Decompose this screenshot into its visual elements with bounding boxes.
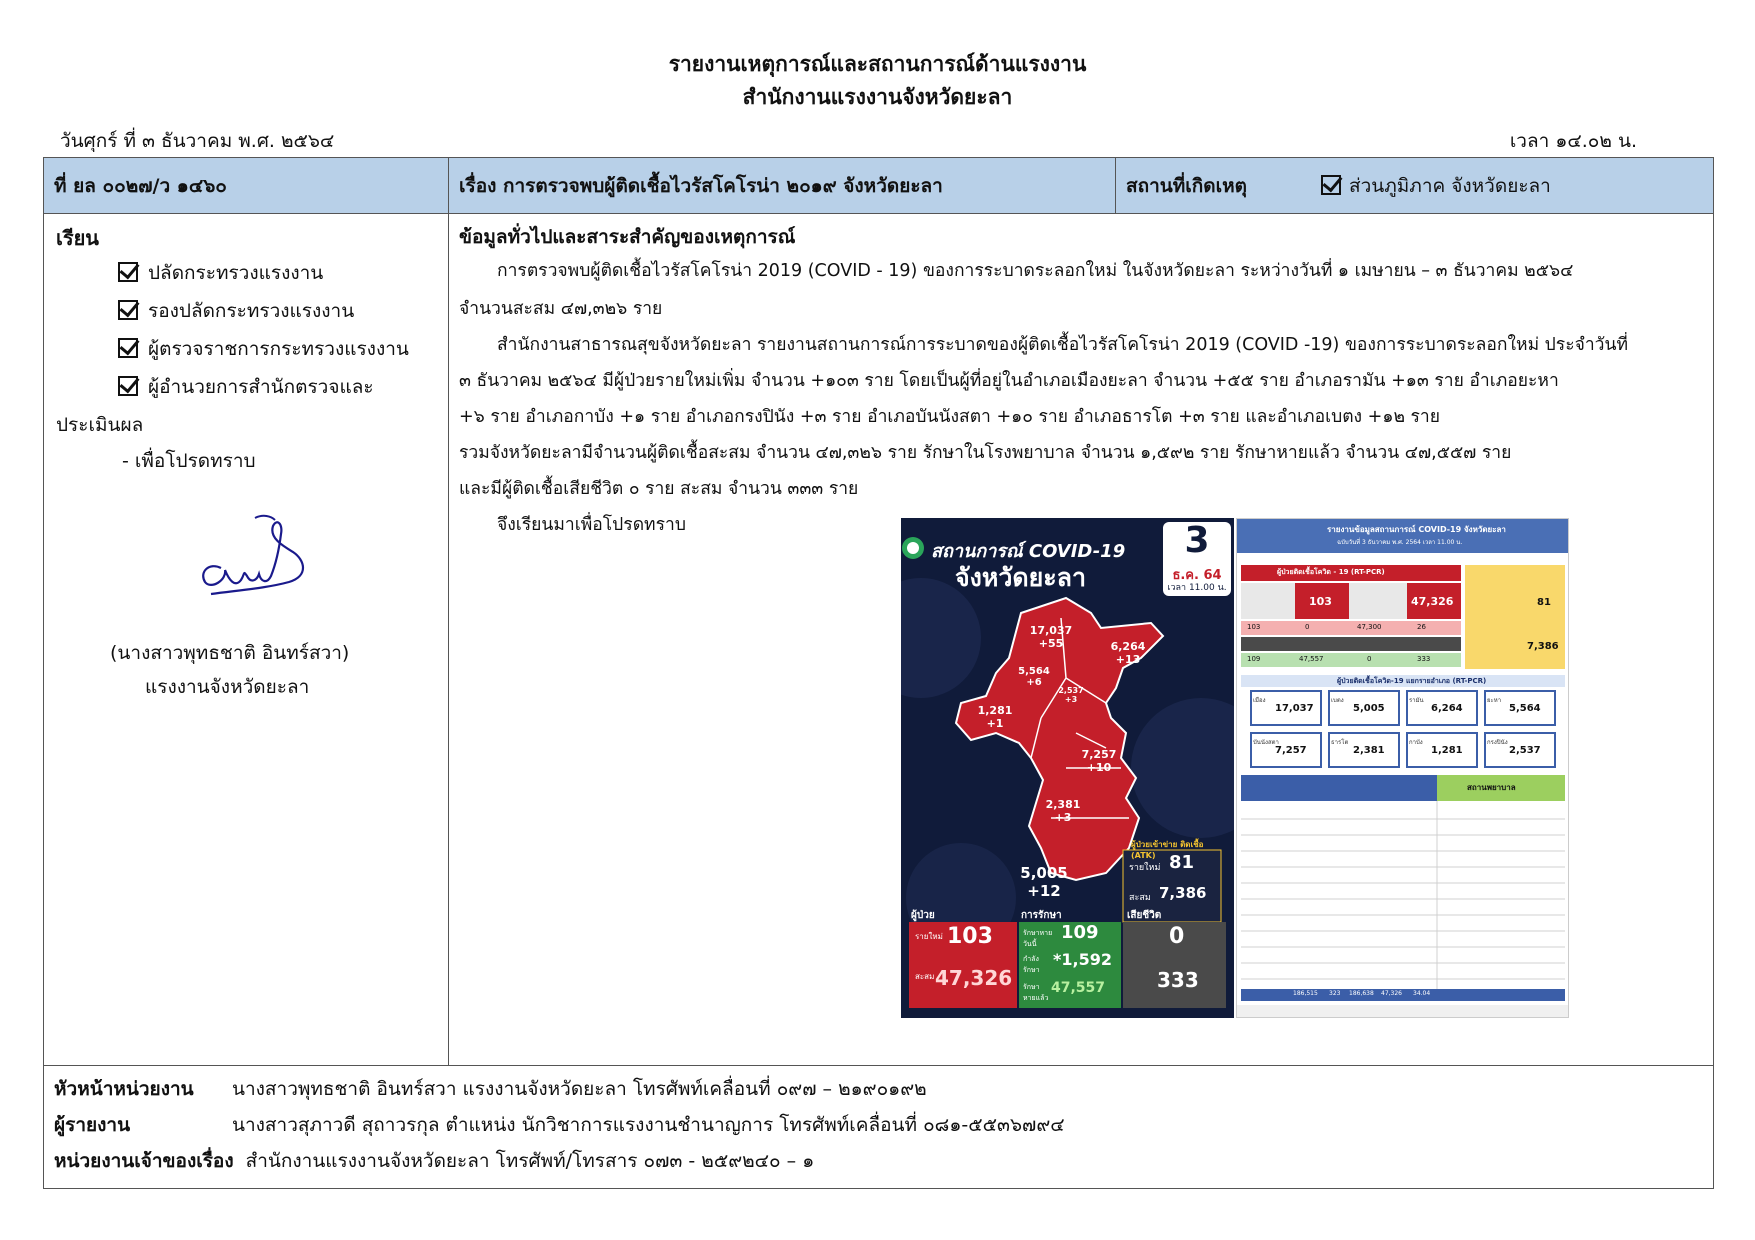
purpose-note: - เพื่อโปรดทราบ [122,450,256,472]
doc-number: ที่ ยล ๐๐๒๗/ว ๑๔๖๐ [44,158,449,214]
atk-total-value: 7,386 [1159,884,1207,902]
deaths-label: เสียชีวิต [1127,910,1162,921]
district-card-value: 5,005 [1353,703,1385,714]
summary-cell: 109 [1247,655,1261,663]
district-label: 2,537 +3 [1058,686,1084,704]
district-card-name: กาบัง [1409,739,1423,746]
footer-section [44,1066,1713,1188]
atk-total-label: สะสม [1129,893,1151,903]
recipient-item: ผู้ตรวจราชการกระทรวงแรงงาน [118,334,409,364]
district-label: 1,281 +1 [977,704,1013,730]
atk-new-label: รายใหม่ [1129,863,1161,873]
place-label: สถานที่เกิดเหตุ [1126,175,1247,197]
head-label: หัวหน้าหน่วยงาน [54,1078,194,1100]
district-card-name: บันนังสตา [1253,739,1279,746]
treatment-label: การรักษา [1021,910,1062,921]
place-value: ส่วนภูมิภาค จังหวัดยะลา [1349,175,1551,197]
date-month: ธ.ค. 64 [1172,568,1222,583]
recipients-column [44,214,449,1066]
district-label: 5,564 +6 [1018,666,1050,688]
summary-new-value: 103 [1309,595,1332,608]
document-title [0,48,1755,114]
district-card-value: 1,281 [1431,745,1463,756]
recipient-item: ปลัดกระทรวงแรงงาน [118,258,323,288]
recovered-total-value: 47,557 [1051,980,1106,996]
content-line: สำนักงานสาธารณสุขจังหวัดยะลา รายงานสถานการณ์การระบาดของผู้ติดเชื้อไวรัสโคโรน่า 2019 (COVID -19) ของการระบาดระลอกใหม่ ประจำวันที่ [497,335,1628,355]
totals-cell: 47,326 [1381,990,1402,997]
rtpcr-label: ผู้ป่วยติดเชื้อโควิด - 19 (RT-PCR) [1277,568,1385,576]
district-card-value: 17,037 [1275,703,1314,714]
summary-graphic [1237,519,1569,1018]
district-card-value: 2,381 [1353,745,1385,756]
summary-cell: 0 [1367,655,1372,663]
district-card-name: รามัน [1409,697,1424,704]
date-time: เวลา 11.00 น. [1167,583,1227,593]
district-card-name: กรงปินัง [1487,739,1508,746]
checkbox-icon [118,262,138,282]
totals-cell: 186,638 [1349,990,1374,997]
totals-cell: 34.04 [1413,990,1431,997]
district-card-name: ยะหา [1487,697,1502,704]
reporter-label: ผู้รายงาน [54,1114,131,1136]
subject: เรื่อง การตรวจพบผู้ติดเชื้อไวรัสโคโรน่า ๒๐๑๙ จังหวัดยะลา [449,158,1116,214]
report-date: วันศุกร์ ที่ ๓ ธันวาคม พ.ศ. ๒๕๖๔ [60,130,335,152]
signer-title: แรงงานจังหวัดยะลา [145,676,310,698]
totals-cell: 186,515 [1293,990,1318,997]
title-line-2: สำนักงานแรงงานจังหวัดยะลา [742,85,1013,109]
deaths-new-value: 0 [1169,924,1185,949]
section-title: ข้อมูลทั่วไปและสาระสำคัญของเหตุการณ์ [459,226,796,248]
district-card-value: 5,564 [1509,703,1541,714]
totals-cell: 323 [1329,990,1341,997]
covid-map-infographic [901,518,1234,1018]
summary-subtitle: ฉบับวันที่ 3 ธันวาคม พ.ศ. 2564 เวลา 11.00 น. [1337,539,1463,546]
summary-cell: 47,557 [1299,655,1324,663]
content-line: รวมจังหวัดยะลามีจำนวนผู้ติดเชื้อสะสม จำนวน ๔๗,๓๒๖ ราย รักษาในโรงพยาบาล จำนวน ๑,๕๙๒ ราย รักษาหายแล้ว จำนวน ๔๗,๕๕๗ ราย [459,443,1512,463]
recovered-today-value: 109 [1061,922,1099,943]
recipient-continuation: ประเมินผล [56,414,144,436]
content-line: และมีผู้ติดเชื้อเสียชีวิต ๐ ราย สะสม จำนวน ๓๓๓ ราย [459,479,859,499]
patients-label: ผู้ป่วย [911,910,935,921]
content-line: การตรวจพบผู้ติดเชื้อไวรัสโคโรน่า 2019 (COVID - 19) ของการระบาดระลอกใหม่ ในจังหวัดยะลา ระหว่างวันที่ ๑ เมษายน – ๓ ธันวาคม ๒๕๖๔ [497,261,1574,281]
atk-label: ผู้ป่วยเข้าข่าย ติดเชื้อ (ATK) [1131,840,1204,860]
owner-label: หน่วยงานเจ้าของเรื่อง [54,1150,234,1172]
table-header-row [44,158,1713,214]
district-label: 5,005 +12 [1020,864,1068,900]
summary-cell: 333 [1417,655,1431,663]
district-card-name: เมือง [1253,697,1266,704]
date-day: 3 [1184,520,1210,561]
district-section-label: ผู้ป่วยติดเชื้อโควิด-19 แยกรายอำเภอ (RT-PCR) [1337,677,1487,685]
recovered-today-label: รักษาหาย วันนี้ [1023,929,1053,948]
recipient-item: ผู้อำนวยการสำนักตรวจและ [118,372,374,402]
incident-place [1116,158,1713,214]
recovered-total-label: รักษา หายแล้ว [1023,983,1049,1002]
date-badge [1163,522,1231,596]
report-table [43,157,1714,1189]
summary-title: รายงานข้อมูลสถานการณ์ COVID-19 จังหวัดยะลา [1327,525,1506,534]
district-label: 2,381 +3 [1045,798,1081,824]
total-cases-label: สะสม [915,972,935,981]
footer-head-line [54,1074,927,1104]
infographic-heading: สถานการณ์ COVID-19 [931,541,1126,562]
district-card-value: 7,257 [1275,745,1307,756]
district-card-name: เบตง [1331,697,1344,704]
signature-image [171,510,331,620]
in-treatment-label: กำลัง รักษา [1023,955,1040,974]
summary-cell: 26 [1417,623,1426,631]
district-label: 6,264 +13 [1110,640,1146,666]
deaths-total-value: 333 [1157,968,1199,992]
summary-atk-new: 81 [1537,597,1551,608]
new-cases-label: รายใหม่ [915,932,943,941]
content-line: จึงเรียนมาเพื่อโปรดทราบ [497,515,686,535]
summary-cell: 47,300 [1357,623,1382,631]
summary-cell: 0 [1305,623,1310,631]
signer-name: (นางสาวพุทธชาติ อินทร์สวา) [110,642,350,664]
district-card-name: ธารโต [1331,739,1349,746]
district-card-value: 6,264 [1431,703,1463,714]
title-line-1: รายงานเหตุการณ์และสถานการณ์ด้านแรงงาน [668,52,1087,76]
table-body-row [44,214,1713,1066]
checkbox-icon [118,300,138,320]
hospital-header: สถานพยาบาล [1467,783,1516,792]
content-line: ๓ ธันวาคม ๒๕๖๔ มีผู้ป่วยรายใหม่เพิ่ม จำนวน +๑๐๓ ราย โดยเป็นผู้ที่อยู่ในอำเภอเมืองยะลา จำนวน +๕๕ ราย อำเภอรามัน +๑๓ ราย อำเภอยะหา [459,371,1559,391]
summary-total-value: 47,326 [1411,595,1454,608]
reporter-value: นางสาวสุภาวดี สุถาวรกุล ตำแหน่ง นักวิชาการแรงงานชำนาญการ โทรศัพท์เคลื่อนที่ ๐๘๑-๕๕๓๖๗๙๔ [232,1114,1065,1136]
checkbox-icon [1321,175,1341,195]
content-line: จำนวนสะสม ๔๗,๓๒๖ ราย [459,299,663,319]
total-cases-value: 47,326 [935,966,1013,990]
checkbox-icon [118,338,138,358]
footer-reporter-line [54,1110,1065,1140]
owner-value: สำนักงานแรงงานจังหวัดยะลา โทรศัพท์/โทรสาร ๐๗๓ - ๒๕๙๒๔๐ – ๑ [245,1150,815,1172]
footer-owner-line [54,1146,814,1176]
district-label: 7,257 +10 [1081,748,1117,774]
summary-atk-total: 7,386 [1527,641,1559,652]
covid-summary-infographic [1236,518,1569,1018]
content-column [449,214,1713,1066]
recipient-item: รองปลัดกระทรวงแรงงาน [118,296,354,326]
new-cases-value: 103 [947,924,993,949]
atk-new-value: 81 [1169,852,1195,873]
report-time: เวลา ๑๔.๐๒ น. [1509,130,1637,152]
summary-cell: 103 [1247,623,1261,631]
district-card-value: 2,537 [1509,745,1541,756]
head-value: นางสาวพุทธชาติ อินทร์สวา แรงงานจังหวัดยะลา โทรศัพท์เคลื่อนที่ ๐๙๗ – ๒๑๙๐๑๙๒ [232,1078,927,1100]
in-treatment-value: *1,592 [1053,950,1112,969]
checkbox-icon [118,376,138,396]
content-line: +๖ ราย อำเภอกาบัง +๑ ราย อำเภอกรงปินัง +๓ ราย อำเภอบันนังสตา +๑๐ ราย อำเภอธารโต +๓ ราย และอำเภอเบตง +๑๒ ราย [459,407,1441,427]
district-label: 17,037 +55 [1029,624,1073,650]
infographic-province: จังหวัดยะลา [955,563,1087,592]
recipients-heading: เรียน [56,226,99,250]
